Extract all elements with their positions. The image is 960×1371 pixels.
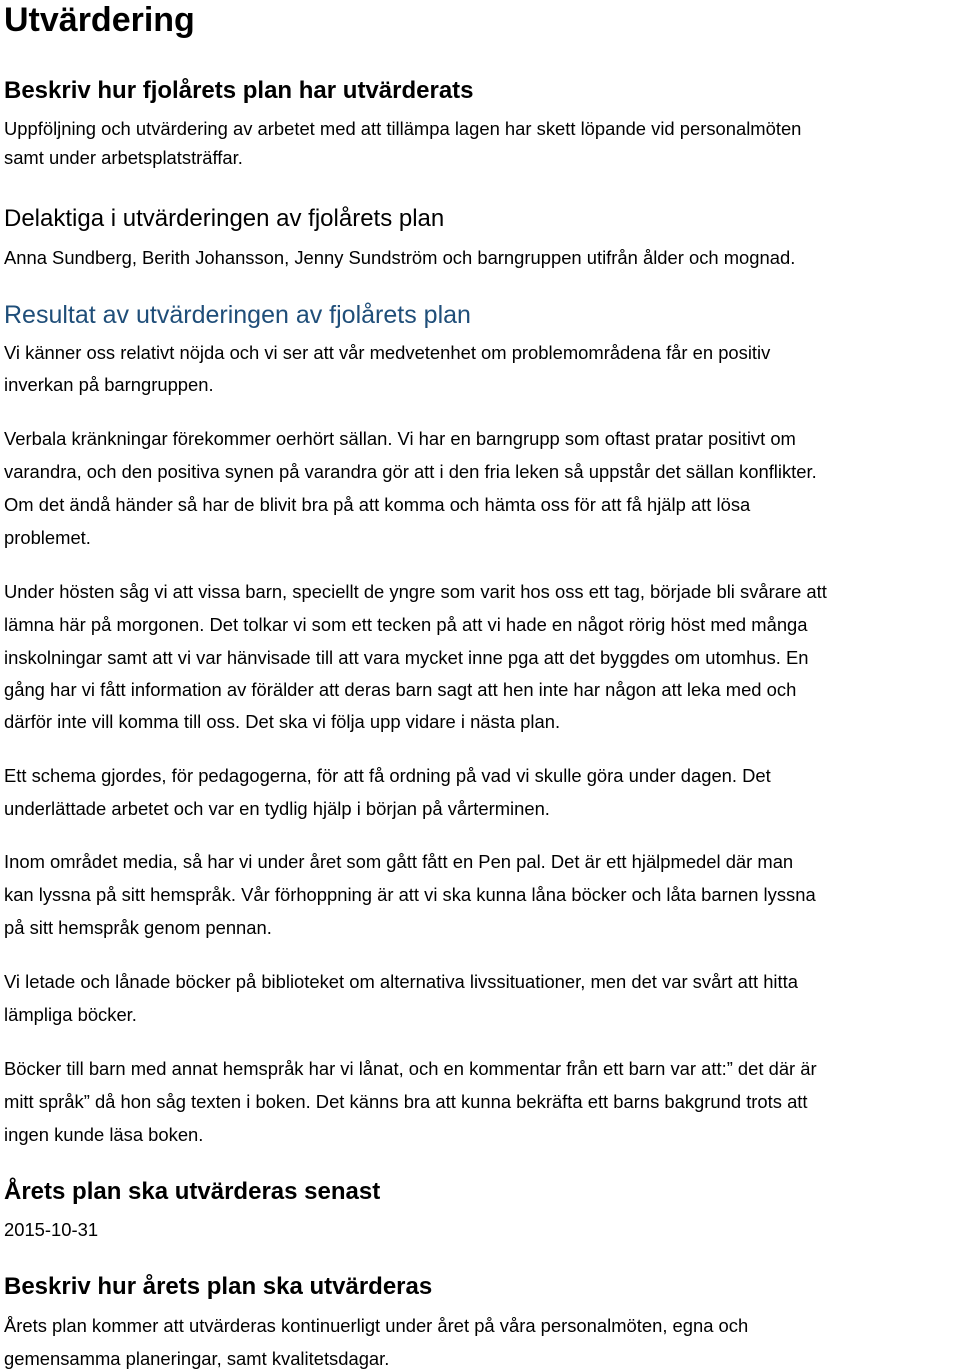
paragraph-line: Vi känner oss relativt nöjda och vi ser att vår medvetenhet om problemområdena får en positiv (4, 342, 771, 363)
paragraph-line: Böcker till barn med annat hemspråk har vi lånat, och en kommentar från ett barn var att:” det där är (4, 1058, 817, 1079)
section-heading-evaluation-plan: Beskriv hur årets plan ska utvärderas (4, 1273, 433, 1300)
paragraph-line: inskolningar samt att vi var hänvisade till att vara mycket inne pga att det byggdes om utomhus. En (4, 647, 809, 668)
paragraph-line: ingen kunde läsa boken. (4, 1124, 204, 1145)
section-text-line: samt under arbetsplatsträffar. (4, 147, 243, 168)
paragraph-line: mitt språk” då hon såg texten i boken. Det känns bra att kunna bekräfta ett barns bakgrund trots att (4, 1091, 808, 1112)
paragraph-line: Om det ändå händer så har de blivit bra på att komma och hämta oss för att få hjälp att lösa (4, 494, 751, 515)
page-title: Utvärdering (4, 1, 195, 39)
section-text-line: Uppföljning och utvärdering av arbetet med att tillämpa lagen har skett löpande vid personalmöten (4, 118, 802, 139)
section-text-line: Årets plan kommer att utvärderas kontinuerligt under året på våra personalmöten, egna och (4, 1315, 749, 1336)
paragraph-line: Inom området media, så har vi under året som gått fått en Pen pal. Det är ett hjälpmedel där man (4, 851, 794, 872)
evaluation-date: 2015-10-31 (4, 1219, 99, 1240)
paragraph-line: Ett schema gjordes, för pedagogerna, för att få ordning på vad vi skulle göra under dagen. Det (4, 765, 771, 786)
section-heading-participants: Delaktiga i utvärderingen av fjolårets plan (4, 205, 445, 232)
section-text-line: gemensamma planeringar, samt kvalitetsdagar. (4, 1348, 390, 1369)
paragraph-line: varandra, och den positiva synen på varandra gör att i den fria leken så uppstår det sällan konflikter. (4, 461, 817, 482)
paragraph-line: Under hösten såg vi att vissa barn, speciellt de yngre som varit hos oss ett tag, började bli svårare att (4, 581, 827, 602)
paragraph-line: problemet. (4, 527, 91, 548)
paragraph-line: gång har vi fått information av förälder att deras barn sagt att hen inte har någon att leka med och (4, 679, 797, 700)
paragraph-line: lämna här på morgonen. Det tolkar vi som ett tecken på att vi hade en något rörig höst med många (4, 614, 808, 635)
paragraph-line: Vi letade och lånade böcker på biblioteket om alternativa livssituationer, men det var svårt att hitta (4, 971, 798, 992)
paragraph-line: underlättade arbetet och var en tydlig hjälp i början på vårterminen. (4, 798, 550, 819)
paragraph-line: på sitt hemspråk genom pennan. (4, 917, 272, 938)
paragraph-line: därför inte vill komma till oss. Det ska vi följa upp vidare i nästa plan. (4, 711, 561, 732)
section-text-line: Anna Sundberg, Berith Johansson, Jenny Sundström och barngruppen utifrån ålder och mognad. (4, 247, 796, 268)
section-heading-evaluation-deadline: Årets plan ska utvärderas senast (4, 1178, 381, 1205)
section-heading-evaluation-method: Beskriv hur fjolårets plan har utvärderats (4, 77, 474, 104)
paragraph-line: Verbala kränkningar förekommer oerhört sällan. Vi har en barngrupp som oftast pratar positivt om (4, 428, 796, 449)
section-heading-results: Resultat av utvärderingen av fjolårets plan (4, 301, 471, 329)
paragraph-line: lämpliga böcker. (4, 1004, 137, 1025)
paragraph-line: kan lyssna på sitt hemspråk. Vår förhoppning är att vi ska kunna låna böcker och låta barnen lyssna (4, 884, 816, 905)
paragraph-line: inverkan på barngruppen. (4, 374, 214, 395)
